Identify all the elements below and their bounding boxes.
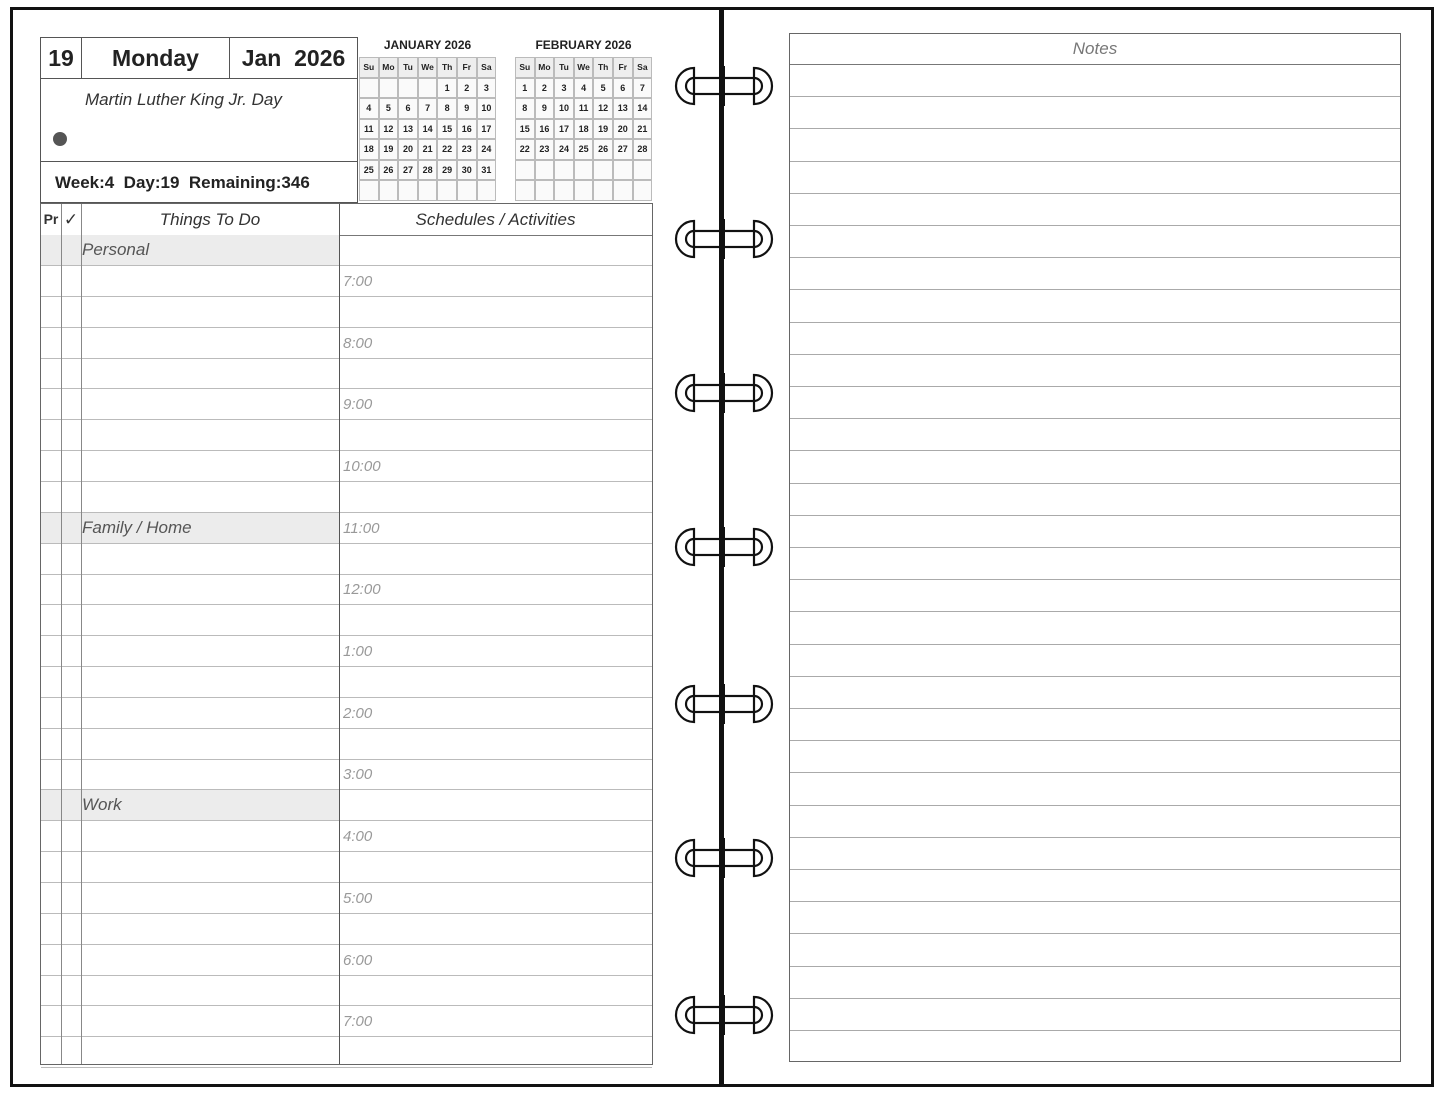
calendar-day-cell[interactable]: 2 bbox=[457, 78, 477, 99]
todo-row[interactable] bbox=[41, 389, 339, 420]
calendar-day-cell[interactable]: 31 bbox=[477, 160, 497, 181]
notes-panel bbox=[789, 33, 1401, 1062]
time-slot-label: 9:00 bbox=[343, 396, 373, 414]
binder-ring-icon bbox=[672, 66, 776, 106]
calendar-day-cell[interactable]: 21 bbox=[418, 139, 438, 160]
todo-row[interactable] bbox=[41, 513, 339, 544]
calendar-day-cell[interactable]: 9 bbox=[535, 98, 555, 119]
calendar-day-cell[interactable] bbox=[593, 180, 613, 201]
weekday-header: Su bbox=[515, 57, 535, 78]
month-year: Jan 2026 bbox=[241, 45, 346, 71]
calendar-day-cell[interactable]: 28 bbox=[418, 160, 438, 181]
calendar-day-cell[interactable] bbox=[574, 180, 594, 201]
calendar-day-cell[interactable] bbox=[613, 180, 633, 201]
calendar-day-cell[interactable] bbox=[593, 160, 613, 181]
calendar-day-cell[interactable]: 11 bbox=[359, 119, 379, 140]
todo-row[interactable] bbox=[41, 821, 339, 852]
schedule-row[interactable] bbox=[339, 1006, 652, 1037]
calendar-day-cell[interactable]: 13 bbox=[398, 119, 418, 140]
schedule-row[interactable] bbox=[339, 544, 652, 575]
mini-calendar-grid bbox=[515, 57, 652, 201]
calendar-day-cell[interactable]: 10 bbox=[554, 98, 574, 119]
weekday-header: Fr bbox=[457, 57, 477, 78]
calendar-day-cell[interactable]: 4 bbox=[359, 98, 379, 119]
mini-calendar-grid bbox=[359, 57, 496, 201]
note-line bbox=[790, 547, 1400, 548]
schedule-row[interactable] bbox=[339, 667, 652, 698]
calendar-day-cell[interactable]: 14 bbox=[633, 98, 653, 119]
weekday-header: Su bbox=[359, 57, 379, 78]
column-divider bbox=[81, 204, 82, 1064]
calendar-day-cell[interactable]: 23 bbox=[457, 139, 477, 160]
schedule-row[interactable] bbox=[339, 883, 652, 914]
calendar-day-cell[interactable]: 8 bbox=[515, 98, 535, 119]
note-line bbox=[790, 966, 1400, 967]
calendar-day-cell[interactable] bbox=[457, 180, 477, 201]
schedule-row[interactable] bbox=[339, 698, 652, 729]
week-info-box bbox=[40, 161, 358, 203]
calendar-day-cell[interactable]: 1 bbox=[437, 78, 457, 99]
binder-ring-icon bbox=[672, 527, 776, 567]
calendar-day-cell[interactable] bbox=[477, 180, 497, 201]
schedule-row[interactable] bbox=[339, 513, 652, 544]
calendar-day-cell[interactable] bbox=[554, 160, 574, 181]
schedule-row[interactable] bbox=[339, 328, 652, 359]
date-number-box bbox=[40, 37, 82, 79]
schedule-row[interactable] bbox=[339, 605, 652, 636]
calendar-day-cell[interactable] bbox=[437, 180, 457, 201]
calendar-day-cell[interactable]: 26 bbox=[379, 160, 399, 181]
note-line bbox=[790, 611, 1400, 612]
calendar-day-cell[interactable]: 23 bbox=[535, 139, 555, 160]
calendar-day-cell[interactable]: 7 bbox=[633, 78, 653, 99]
calendar-day-cell[interactable]: 3 bbox=[477, 78, 497, 99]
note-line bbox=[790, 483, 1400, 484]
binder-ring-icon bbox=[672, 373, 776, 413]
note-line bbox=[790, 933, 1400, 934]
category-label: Family / Home bbox=[82, 517, 192, 537]
note-line bbox=[790, 64, 1400, 65]
todo-row[interactable] bbox=[41, 790, 339, 821]
schedule-row[interactable] bbox=[339, 821, 652, 852]
calendar-day-cell[interactable] bbox=[379, 78, 399, 99]
time-slot-label: 8:00 bbox=[343, 334, 373, 352]
todo-row[interactable] bbox=[41, 667, 339, 698]
calendar-day-cell[interactable]: 15 bbox=[437, 119, 457, 140]
calendar-day-cell[interactable]: 20 bbox=[613, 119, 633, 140]
note-line bbox=[790, 322, 1400, 323]
todo-row[interactable] bbox=[41, 297, 339, 328]
calendar-day-cell[interactable]: 25 bbox=[359, 160, 379, 181]
calendar-day-cell[interactable] bbox=[379, 180, 399, 201]
calendar-day-cell[interactable]: 15 bbox=[515, 119, 535, 140]
calendar-day-cell[interactable]: 6 bbox=[613, 78, 633, 99]
note-line bbox=[790, 1030, 1400, 1031]
schedule-row[interactable] bbox=[339, 235, 652, 266]
todo-row[interactable] bbox=[41, 852, 339, 883]
calendar-day-cell[interactable]: 27 bbox=[613, 139, 633, 160]
weekday-header: Mo bbox=[535, 57, 555, 78]
note-line bbox=[790, 386, 1400, 387]
schedule-row[interactable] bbox=[339, 729, 652, 760]
todo-row[interactable] bbox=[41, 235, 339, 266]
calendar-day-cell[interactable] bbox=[398, 180, 418, 201]
schedule-row[interactable] bbox=[339, 451, 652, 482]
time-slot-label: 6:00 bbox=[343, 951, 373, 969]
note-line bbox=[790, 998, 1400, 999]
note-line bbox=[790, 740, 1400, 741]
calendar-day-cell[interactable]: 7 bbox=[418, 98, 438, 119]
schedule-row[interactable] bbox=[339, 790, 652, 821]
todo-row[interactable] bbox=[41, 1037, 339, 1068]
note-line bbox=[790, 418, 1400, 419]
calendar-day-cell[interactable] bbox=[515, 180, 535, 201]
binder-ring-icon bbox=[672, 219, 776, 259]
schedule-row[interactable] bbox=[339, 636, 652, 667]
calendar-day-cell[interactable]: 22 bbox=[437, 139, 457, 160]
calendar-day-cell[interactable] bbox=[398, 78, 418, 99]
time-slot-label: 1:00 bbox=[343, 643, 373, 661]
time-slot-label: 10:00 bbox=[343, 457, 381, 475]
time-slot-label: 3:00 bbox=[343, 766, 373, 784]
calendar-day-cell[interactable]: 18 bbox=[359, 139, 379, 160]
calendar-day-cell[interactable] bbox=[418, 180, 438, 201]
schedule-row[interactable] bbox=[339, 759, 652, 790]
check-column-header: ✓ bbox=[63, 210, 79, 229]
todo-row[interactable] bbox=[41, 698, 339, 729]
calendar-day-cell[interactable]: 20 bbox=[398, 139, 418, 160]
weekday-header: Tu bbox=[554, 57, 574, 78]
todo-row[interactable] bbox=[41, 636, 339, 667]
note-line bbox=[790, 676, 1400, 677]
weekday-header: Sa bbox=[633, 57, 653, 78]
category-label: Work bbox=[82, 795, 122, 815]
calendar-day-cell[interactable] bbox=[613, 160, 633, 181]
todo-row[interactable] bbox=[41, 328, 339, 359]
calendar-day-cell[interactable]: 28 bbox=[633, 139, 653, 160]
schedule-row[interactable] bbox=[339, 975, 652, 1006]
calendar-day-cell[interactable]: 4 bbox=[574, 78, 594, 99]
note-line bbox=[790, 96, 1400, 97]
weekday-header: Mo bbox=[379, 57, 399, 78]
calendar-day-cell[interactable]: 12 bbox=[593, 98, 613, 119]
calendar-day-cell[interactable]: 9 bbox=[457, 98, 477, 119]
schedule-row[interactable] bbox=[339, 574, 652, 605]
time-slot-label: 11:00 bbox=[343, 519, 380, 537]
calendar-day-cell[interactable]: 30 bbox=[457, 160, 477, 181]
todo-row[interactable] bbox=[41, 1006, 339, 1037]
weekday-header: We bbox=[418, 57, 438, 78]
note-line bbox=[790, 354, 1400, 355]
time-slot-label: 7:00 bbox=[343, 1013, 373, 1031]
calendar-day-cell[interactable]: 13 bbox=[613, 98, 633, 119]
calendar-day-cell[interactable] bbox=[418, 78, 438, 99]
todo-row[interactable] bbox=[41, 574, 339, 605]
calendar-day-cell[interactable]: 21 bbox=[633, 119, 653, 140]
schedule-row[interactable] bbox=[339, 482, 652, 513]
schedule-row[interactable] bbox=[339, 914, 652, 945]
calendar-day-cell[interactable]: 3 bbox=[554, 78, 574, 99]
note-line bbox=[790, 869, 1400, 870]
notes-title: Notes bbox=[1072, 39, 1118, 58]
weekday-header: Tu bbox=[398, 57, 418, 78]
weekday: Monday bbox=[112, 45, 199, 71]
mini-calendar-title: JANUARY 2026 bbox=[383, 38, 472, 52]
weekday-header: Th bbox=[593, 57, 613, 78]
todo-row[interactable] bbox=[41, 420, 339, 451]
column-divider bbox=[339, 204, 340, 1064]
calendar-day-cell[interactable]: 14 bbox=[418, 119, 438, 140]
calendar-day-cell[interactable]: 16 bbox=[457, 119, 477, 140]
schedule-row[interactable] bbox=[339, 945, 652, 976]
time-slot-label: 4:00 bbox=[343, 828, 373, 846]
todo-row[interactable] bbox=[41, 729, 339, 760]
calendar-day-cell[interactable]: 5 bbox=[593, 78, 613, 99]
calendar-day-cell[interactable]: 22 bbox=[515, 139, 535, 160]
calendar-day-cell[interactable]: 6 bbox=[398, 98, 418, 119]
week-info: Week:4 Day:19 Remaining:346 bbox=[55, 173, 310, 192]
todo-row[interactable] bbox=[41, 451, 339, 482]
calendar-day-cell[interactable]: 18 bbox=[574, 119, 594, 140]
weekday-header: Fr bbox=[613, 57, 633, 78]
calendar-day-cell[interactable] bbox=[554, 180, 574, 201]
calendar-day-cell[interactable]: 8 bbox=[437, 98, 457, 119]
note-line bbox=[790, 450, 1400, 451]
schedule-row[interactable] bbox=[339, 1037, 652, 1068]
calendar-day-cell[interactable]: 24 bbox=[477, 139, 497, 160]
calendar-day-cell[interactable]: 16 bbox=[535, 119, 555, 140]
calendar-day-cell[interactable]: 17 bbox=[554, 119, 574, 140]
schedule-row[interactable] bbox=[339, 297, 652, 328]
calendar-day-cell[interactable]: 2 bbox=[535, 78, 555, 99]
calendar-day-cell[interactable]: 17 bbox=[477, 119, 497, 140]
time-slot-label: 12:00 bbox=[343, 581, 381, 599]
todo-row[interactable] bbox=[41, 945, 339, 976]
todo-row[interactable] bbox=[41, 975, 339, 1006]
calendar-day-cell[interactable] bbox=[515, 160, 535, 181]
todo-row[interactable] bbox=[41, 883, 339, 914]
calendar-day-cell[interactable] bbox=[574, 160, 594, 181]
time-slot-label: 5:00 bbox=[343, 889, 373, 907]
calendar-day-cell[interactable]: 1 bbox=[515, 78, 535, 99]
note-line bbox=[790, 225, 1400, 226]
month-year-box bbox=[229, 37, 358, 79]
weekday-header: Th bbox=[437, 57, 457, 78]
calendar-day-cell[interactable]: 11 bbox=[574, 98, 594, 119]
schedule-row[interactable] bbox=[339, 266, 652, 297]
column-divider bbox=[61, 204, 62, 1064]
calendar-day-cell[interactable] bbox=[535, 160, 555, 181]
time-slot-label: 2:00 bbox=[343, 704, 373, 722]
note-line bbox=[790, 579, 1400, 580]
note-line bbox=[790, 837, 1400, 838]
note-line bbox=[790, 161, 1400, 162]
note-line bbox=[790, 289, 1400, 290]
calendar-day-cell[interactable]: 29 bbox=[437, 160, 457, 181]
note-line bbox=[790, 257, 1400, 258]
time-slot-label: 7:00 bbox=[343, 272, 373, 290]
schedule-row[interactable] bbox=[339, 852, 652, 883]
note-line bbox=[790, 128, 1400, 129]
binder-ring-icon bbox=[672, 684, 776, 724]
schedule-row[interactable] bbox=[339, 420, 652, 451]
todo-row[interactable] bbox=[41, 914, 339, 945]
holiday-label: Martin Luther King Jr. Day bbox=[85, 90, 282, 109]
calendar-day-cell[interactable] bbox=[535, 180, 555, 201]
calendar-day-cell[interactable] bbox=[359, 180, 379, 201]
priority-column-header: Pr bbox=[43, 211, 59, 227]
note-line bbox=[790, 901, 1400, 902]
note-line bbox=[790, 515, 1400, 516]
calendar-day-cell[interactable]: 24 bbox=[554, 139, 574, 160]
holiday-box bbox=[40, 78, 358, 162]
todo-row[interactable] bbox=[41, 358, 339, 389]
note-line bbox=[790, 805, 1400, 806]
calendar-day-cell[interactable]: 19 bbox=[593, 119, 613, 140]
calendar-day-cell[interactable]: 10 bbox=[477, 98, 497, 119]
todo-row[interactable] bbox=[41, 605, 339, 636]
calendar-day-cell[interactable]: 19 bbox=[379, 139, 399, 160]
weekday-header: Sa bbox=[477, 57, 497, 78]
calendar-day-cell[interactable]: 26 bbox=[593, 139, 613, 160]
daily-planner-table bbox=[40, 203, 653, 1065]
note-line bbox=[790, 193, 1400, 194]
calendar-day-cell[interactable]: 27 bbox=[398, 160, 418, 181]
mini-calendar-title: FEBRUARY 2026 bbox=[535, 38, 632, 52]
weekday-box bbox=[81, 37, 230, 79]
todo-row[interactable] bbox=[41, 482, 339, 513]
weekday-header: We bbox=[574, 57, 594, 78]
todo-column-header: Things To Do bbox=[159, 210, 261, 229]
date-number: 19 bbox=[48, 45, 74, 71]
calendar-day-cell[interactable] bbox=[633, 180, 653, 201]
todo-row[interactable] bbox=[41, 759, 339, 790]
calendar-day-cell[interactable] bbox=[359, 78, 379, 99]
calendar-day-cell[interactable] bbox=[633, 160, 653, 181]
binder-ring-icon bbox=[672, 995, 776, 1035]
todo-row[interactable] bbox=[41, 266, 339, 297]
schedule-row[interactable] bbox=[339, 389, 652, 420]
category-label: Personal bbox=[82, 240, 150, 259]
binder-ring-icon bbox=[672, 838, 776, 878]
moon-phase-icon bbox=[53, 132, 67, 146]
calendar-day-cell[interactable]: 12 bbox=[379, 119, 399, 140]
todo-row[interactable] bbox=[41, 544, 339, 575]
calendar-day-cell[interactable]: 25 bbox=[574, 139, 594, 160]
schedule-column-header: Schedules / Activities bbox=[415, 210, 576, 229]
schedule-row[interactable] bbox=[339, 358, 652, 389]
calendar-day-cell[interactable]: 5 bbox=[379, 98, 399, 119]
note-line bbox=[790, 708, 1400, 709]
note-line bbox=[790, 644, 1400, 645]
note-line bbox=[790, 772, 1400, 773]
